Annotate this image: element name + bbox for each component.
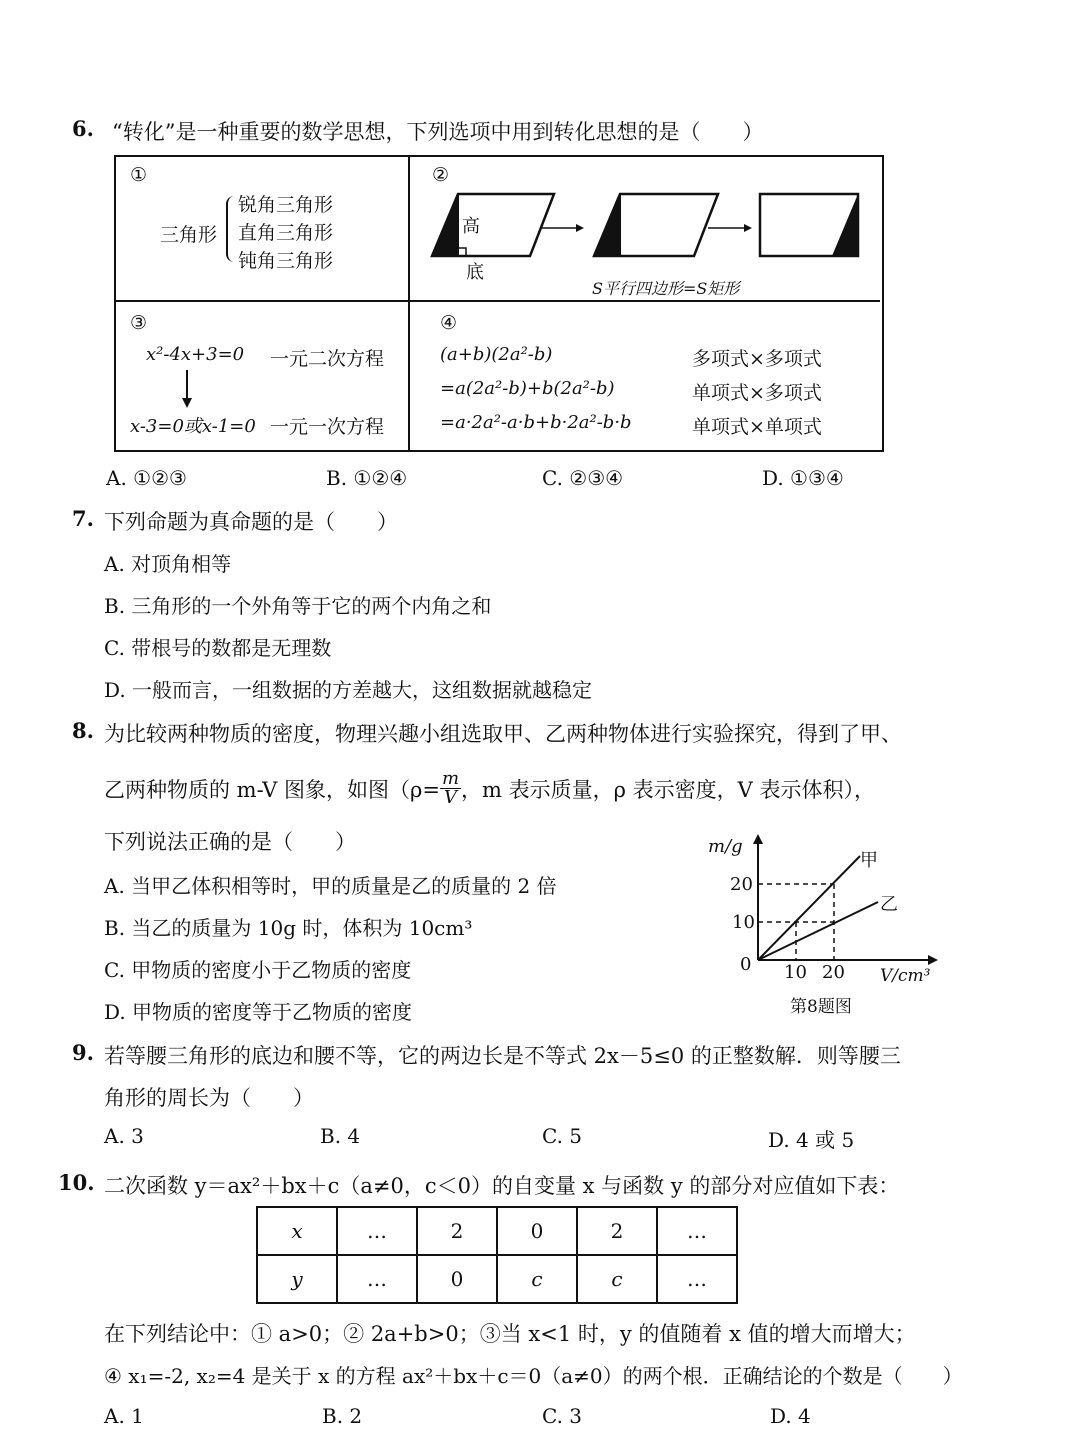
q6-cell2-height-label: 高: [462, 216, 480, 237]
q8-graph-caption: 第8题图: [790, 997, 852, 1017]
q7-option-c[interactable]: C. 带根号的数都是无理数: [104, 636, 332, 660]
q8-option-b[interactable]: B. 当乙的质量为 10g 时，体积为 10cm³: [104, 916, 473, 940]
q6-cell4-marker: ④: [440, 312, 458, 334]
q6-cell4-type: 单项式×多项式: [692, 382, 822, 404]
q8-density-fraction: [440, 770, 461, 807]
q8-graph-y-axis-label: m/g: [708, 836, 743, 857]
q6-option-a[interactable]: A. ①②③: [106, 466, 187, 490]
q6-cell3-type: 一元二次方程: [270, 348, 385, 370]
q10-table-cell: …: [657, 1207, 737, 1255]
q8-option-d[interactable]: D. 甲物质的密度等于乙物质的密度: [104, 1000, 413, 1024]
q6-cell3-equation: x²-4x+3=0: [146, 344, 245, 365]
q9-option-a[interactable]: A. 3: [104, 1124, 144, 1148]
q9-option-b[interactable]: B. 4: [320, 1124, 361, 1148]
q6-stem: “转化”是一种重要的数学思想，下列选项中用到转化思想的是（ ）: [112, 120, 764, 144]
q6-number: 6.: [72, 116, 94, 141]
q7-option-a[interactable]: A. 对顶角相等: [104, 552, 232, 576]
q7-option-d[interactable]: D. 一般而言，一组数据的方差越大，这组数据就越稳定: [104, 678, 593, 702]
q6-box-divider-vertical: [408, 157, 410, 450]
q6-cell1-marker: ①: [130, 164, 148, 186]
q8-graph-origin-label: 0: [740, 954, 752, 975]
q8-option-c[interactable]: C. 甲物质的密度小于乙物质的密度: [104, 958, 412, 982]
q6-cell1-item: 锐角三角形: [238, 194, 334, 216]
q10-table-cell: y: [257, 1255, 337, 1303]
q8-graph-y-tick: 10: [732, 912, 755, 933]
q10-table-cell: …: [337, 1255, 417, 1303]
q10-text-line: ④ x₁=-2, x₂=4 是关于 x 的方程 ax²＋bx＋c＝0（a≠0）的两个根．正确结论的个数是（ ）: [104, 1364, 963, 1388]
q9-number: 9.: [72, 1040, 94, 1065]
q8-graph-line-label-jia: 甲: [860, 850, 878, 871]
q10-table-cell: 0: [417, 1255, 497, 1303]
q8-graph-line-label-yi: 乙: [880, 894, 898, 915]
q10-table-cell: …: [337, 1207, 417, 1255]
q8-graph-x-tick: 10: [784, 962, 807, 983]
q10-value-table: [256, 1206, 738, 1304]
q9-text-line: 角形的周长为（ ）: [104, 1086, 314, 1110]
q6-cell1-item: 直角三角形: [238, 222, 334, 244]
q8-text-segment: 乙两种物质的 m-V 图象，如图（ρ=: [104, 777, 440, 802]
q10-table-row-y: [257, 1255, 737, 1303]
q6-option-b[interactable]: B. ①②④: [326, 466, 408, 490]
q6-cell2-base-label: 底: [466, 262, 484, 283]
q6-cell4-type: 单项式×单项式: [692, 416, 822, 438]
q10-table-cell: …: [657, 1255, 737, 1303]
q10-number: 10.: [58, 1170, 95, 1195]
q6-cell3-arrow: [180, 368, 194, 410]
q8-option-a[interactable]: A. 当甲乙体积相等时，甲的质量是乙的质量的 2 倍: [104, 874, 557, 898]
q8-graph-y-tick: 20: [730, 874, 753, 895]
q6-cell2-shapes: [422, 186, 874, 272]
q6-cell1-head: 三角形: [160, 224, 218, 246]
q10-option-d[interactable]: D. 4: [770, 1404, 811, 1428]
q6-cell1-brace: [226, 196, 236, 262]
q9-option-d[interactable]: D. 4 或 5: [768, 1128, 855, 1152]
q6-cell4-type: 多项式×多项式: [692, 348, 822, 370]
q6-cell4-expression: (a+b)(2a²-b): [440, 344, 553, 365]
q6-cell2-marker: ②: [432, 164, 450, 186]
q6-cell3-equation: x-3=0或x-1=0: [130, 416, 256, 437]
q7-number: 7.: [72, 506, 94, 531]
q8-text-line: 下列说法正确的是（ ）: [104, 830, 356, 854]
q10-stem: 二次函数 y＝ax²＋bx＋c（a≠0，c＜0）的自变量 x 与函数 y 的部分对应值如下表：: [104, 1174, 900, 1198]
q10-table-cell: 2: [577, 1207, 657, 1255]
q6-cell1-item: 钝角三角形: [238, 250, 334, 272]
q8-text-segment: ，m 表示质量，ρ 表示密度，V 表示体积），: [461, 777, 875, 802]
q6-cell2-formula: S平行四边形=S矩形: [592, 279, 740, 298]
q10-option-b[interactable]: B. 2: [322, 1404, 363, 1428]
q10-table-cell: c: [577, 1255, 657, 1303]
q6-cell3-type: 一元一次方程: [270, 416, 385, 438]
q8-graph-x-tick: 20: [822, 962, 845, 983]
q10-table-cell: c: [497, 1255, 577, 1303]
q7-stem: 下列命题为真命题的是（ ）: [104, 510, 398, 534]
q6-cell3-marker: ③: [130, 312, 148, 334]
q6-cell4-expression: =a(2a²-b)+b(2a²-b): [440, 378, 615, 399]
q10-text-line: 在下列结论中：① a>0；② 2a+b>0；③当 x<1 时，y 的值随着 x 值的增大而增大；: [104, 1322, 916, 1346]
q6-option-d[interactable]: D. ①③④: [762, 466, 844, 490]
q10-table-cell: 2: [417, 1207, 497, 1255]
q10-option-a[interactable]: A. 1: [104, 1404, 144, 1428]
q8-fraction-numerator: m: [441, 768, 460, 789]
q6-option-c[interactable]: C. ②③④: [542, 466, 624, 490]
q8-text-line: [104, 770, 875, 807]
q10-option-c[interactable]: C. 3: [542, 1404, 583, 1428]
q9-text-line: 若等腰三角形的底边和腰不等，它的两边长是不等式 2x－5≤0 的正整数解．则等腰三: [104, 1044, 901, 1068]
q8-text-line: 为比较两种物质的密度，物理兴趣小组选取甲、乙两种物体进行实验探究，得到了甲、: [104, 722, 902, 746]
q6-box-divider-horizontal: [116, 300, 880, 302]
q6-cell4-expression: =a·2a²-a·b+b·2a²-b·b: [440, 412, 632, 433]
q9-option-c[interactable]: C. 5: [542, 1124, 583, 1148]
q10-table-row-x: [257, 1207, 737, 1255]
q8-number: 8.: [72, 718, 94, 743]
q7-option-b[interactable]: B. 三角形的一个外角等于它的两个内角之和: [104, 594, 492, 618]
q10-table-cell: 0: [497, 1207, 577, 1255]
q8-fraction-denominator: V: [443, 787, 457, 808]
q8-graph-x-axis-label: V/cm³: [880, 966, 931, 986]
q10-table-cell: x: [257, 1207, 337, 1255]
